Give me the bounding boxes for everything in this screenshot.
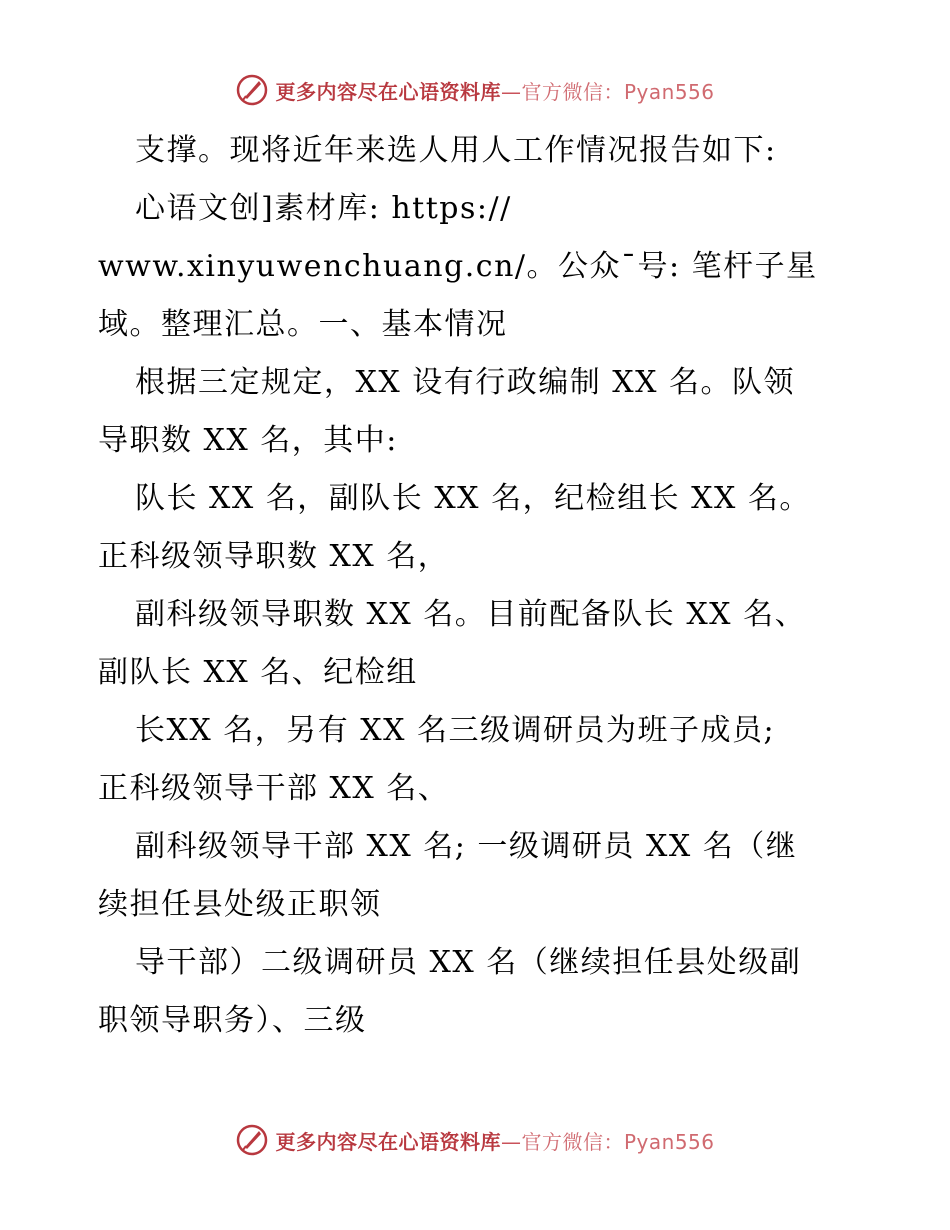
body-line: 副队长 XX 名、纪检组 [98, 655, 418, 690]
body-line: 队长 XX 名，副队长 XX 名，纪检组长 XX 名。 [135, 481, 811, 516]
header-banner-inner [235, 73, 714, 107]
header-wechat-label: 官方微信： [521, 79, 624, 104]
body-line: 续担任县处级正职领 [98, 887, 382, 922]
body-line: 副科级领导干部 XX 名; 一级调研员 XX 名（继 [135, 829, 798, 864]
header-brand: 更多内容尽在心语资料库 [275, 79, 501, 104]
header-banner-text [275, 76, 714, 105]
body-line: www.xinyuwenchuang.cn/。公众¯号: 笔杆子星 [98, 249, 818, 284]
footer-wechat-label: 官方微信： [521, 1129, 624, 1154]
body-line: 导干部）二级调研员 XX 名（继续担任县处级副 [135, 945, 802, 980]
body-line: 域。整理汇总。一、基本情况 [98, 307, 508, 342]
footer-banner-inner [235, 1123, 714, 1157]
body-line: 导职数 XX 名，其中: [98, 423, 398, 458]
footer-wechat-id: Pyan556 [623, 1129, 715, 1154]
footer-banner-text [275, 1126, 714, 1155]
body-line: 心语文创]素材库: https:// [135, 191, 512, 226]
footer-brand: 更多内容尽在心语资料库 [275, 1129, 501, 1154]
document-body [98, 122, 858, 1050]
body-line: 正科级领导干部 XX 名、 [98, 771, 450, 806]
header-separator: — [500, 79, 522, 104]
body-line: 职领导职务）、三级 [98, 1003, 367, 1038]
footer-banner [0, 1120, 950, 1160]
body-line: 根据三定规定，XX 设有行政编制 XX 名。队领 [135, 365, 796, 400]
body-line: 支撑。现将近年来选人用人工作情况报告如下: [135, 133, 777, 168]
header-wechat-id: Pyan556 [623, 79, 715, 104]
body-line: 副科级领导职数 XX 名。目前配备队长 XX 名、 [135, 597, 807, 632]
header-banner [0, 70, 950, 110]
quill-logo-icon [235, 73, 269, 107]
body-line: 长XX 名，另有 XX 名三级调研员为班子成员; [135, 713, 776, 748]
quill-logo-icon [235, 1123, 269, 1157]
footer-separator: — [500, 1129, 522, 1154]
body-line: 正科级领导职数 XX 名， [98, 539, 450, 574]
